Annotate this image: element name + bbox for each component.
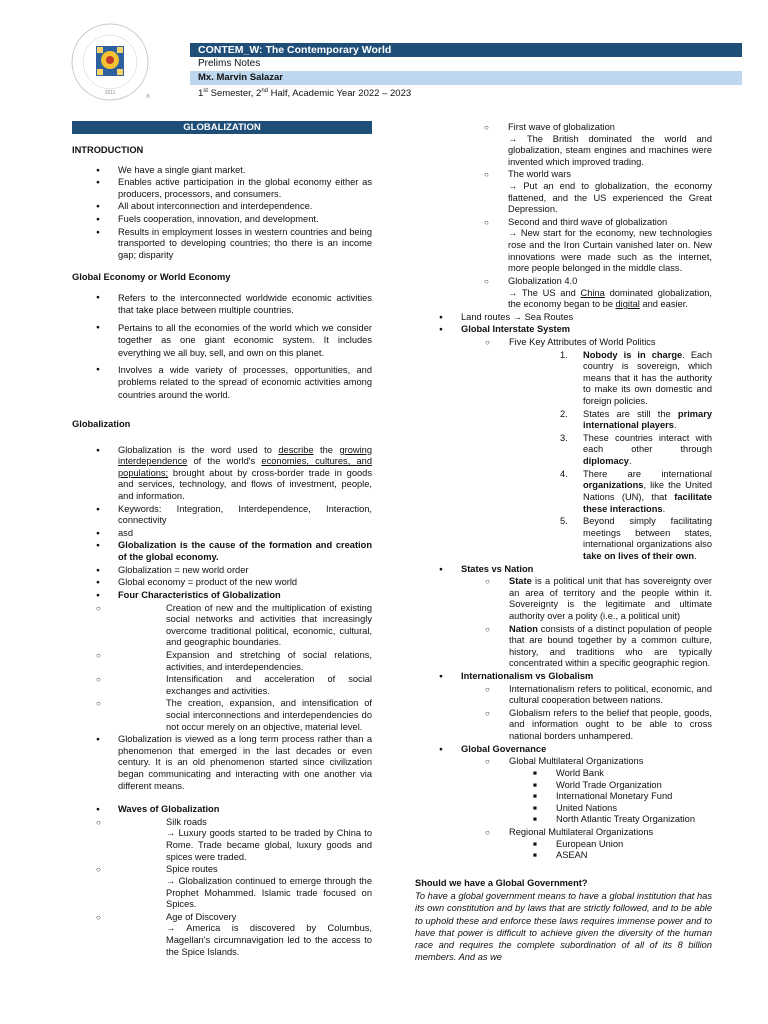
list-item: ● Global Interstate System ○ Five Key Attributes of World Politics 1. Nobody is in charge. Each country is sovereign, which means that it has the authority to make its own domestic and foreign policies. 2. States are still the primary international players. 3. These countries interact with each other through diplomacy. 4. There are international organizations, like the United Nations (UN), that facilitate these interactions. 5. Beyond simply facilitating meetings between states, international organizations also take on lives of their own. (415, 324, 712, 562)
list-item: ● Global Governance ○ Global Multilateral Organizations ■ World Bank ■ World Trade Organization ■ International Monetary Fund ■ United Nations ■ North Atlantic Treaty Organization ○ Regional Multilateral Organizations ■ European Union ■ ASEAN (415, 744, 712, 862)
list-item: ○ Intensification and acceleration of social exchanges and activities. (72, 674, 372, 697)
list-item: ● Globalization is viewed as a long term process rather than a phenomenon that emerged in the last decades or even century. It is an old phenomenon started since civilization began communicating and interacting with one another via different means. (72, 734, 372, 792)
list-item: ○ Global Multilateral Organizations ■ World Bank ■ World Trade Organization ■ International Monetary Fund ■ United Nations ■ North Atlantic Treaty Organization (461, 756, 712, 826)
interstate-sublist (461, 337, 712, 563)
author-name: Mx. Marvin Salazar (198, 72, 284, 83)
list-item: ● Keywords: Integration, Interdependence, Interaction, connectivity (72, 504, 372, 527)
list-item: ○ Five Key Attributes of World Politics 1. Nobody is in charge. Each country is sovereign, which means that it has the authority to make its own domestic and foreign policies. 2. States are still the primary international players. 3. These countries interact with each other through diplomacy. 4. There are international organizations, like the United Nations (UN), that facilitate these interactions. 5. Beyond simply facilitating meetings between states, international organizations also take on lives of their own. (461, 337, 712, 563)
list-item: ○ First wave of globalization → The British dominated the world and globalization, steam engines and machines were invented which improved trading. (460, 122, 712, 168)
list-item: ■ European Union (509, 839, 712, 851)
list-item: ■ ASEAN (509, 850, 712, 862)
svg-text:®: ® (146, 94, 150, 100)
waves-sublist (118, 817, 372, 958)
list-item: ● Involves a wide variety of processes, opportunities, and problems related to the spread of economic activities among countries around the world. (72, 364, 372, 401)
list-item: ● States vs Nation ○ State is a political unit that has sovereignty over an area of territory and the people within it. Sovereignty is the legitimate and ultimate authority over a polity (i.e., a political unit) ○ Nation consists of a distinct population of people that are bound together by a common culture, history, and traditions who are typically concentrated within a specific geographic region. (415, 564, 712, 670)
list-item: ■ North Atlantic Treaty Organization (509, 814, 712, 826)
list-item: ○ Silk roads → Luxury goods started to be traded by China to Rome. Trade became global, luxury goods and spices were traded. (72, 817, 372, 863)
global-economy-list (72, 292, 372, 401)
list-item: ● Land routes → Sea Routes (415, 312, 712, 324)
list-item: ■ United Nations (509, 803, 712, 815)
university-seal-logo (70, 22, 150, 102)
global-government-answer: To have a global government means to have a global institution that has its own constitution and by laws that are strictly followed, and to be able to uphold these and enforce these laws requires immense power and to have that power is difficult to achieve given the diversity of the human race and requires the complete subordination of all of its 8 billion members. And as we (415, 891, 712, 962)
list-item: ● Pertains to all the economies of the world which we consider together as one giant economic system. It includes everything we all buy, sell, and own on this planet. (72, 322, 372, 359)
svg-text:1611: 1611 (104, 90, 116, 96)
list-item: ○ Globalization 4.0 → The US and China dominated globalization, the economy began to be digital and easier. (460, 276, 712, 311)
list-item: ● Four Characteristics of Globalization ○ Creation of new and the multiplication of existing social networks and activities that increasingly overcome traditional political, economic, cultural, and geographic boundaries. ○ Expansion and stretching of social relations, activities, and interdependencies. ○ Intensification and acceleration of social exchanges and activities. ○ The creation, expansion, and intensification of social interconnections and interdependencies do not occur merely on an objective, material level. (72, 590, 372, 733)
right-column (415, 121, 712, 963)
list-item: ○ Regional Multilateral Organizations ■ European Union ■ ASEAN (461, 827, 712, 862)
internationalism-sublist (461, 684, 712, 743)
states-nation-sublist (461, 576, 712, 670)
global-economy-heading: Global Economy or World Economy (72, 272, 231, 283)
list-item: 4. There are international organizations, like the United Nations (UN), that facilitate these interactions. (560, 468, 712, 514)
list-item: ○ Nation consists of a distinct population of people that are bound together by a common culture, history, and traditions who are typically concentrated within a specific geographic region. (461, 624, 712, 670)
list-item: ○ Globalism refers to the belief that people, goods, and information ought to be able to cross national borders unhampered. (461, 708, 712, 743)
list-item: 2. States are still the primary international players. (560, 408, 712, 431)
list-item: ○ Second and third wave of globalization → New start for the economy, new technologies rose and the Iron Curtain vanished later on. New innovations were made such as the internet, more people belonged in the middle class. (460, 217, 712, 275)
left-column (72, 121, 372, 958)
list-item: ● Fuels cooperation, innovation, and development. (72, 214, 372, 226)
list-item: ● Global economy = product of the new world (72, 577, 372, 589)
list-item: 5. Beyond simply facilitating meetings between states, international organizations also take on lives of their own. (560, 516, 712, 561)
four-characteristics-list (118, 603, 372, 734)
list-item: ● Globalization = new world order (72, 565, 372, 577)
list-item: ■ World Bank (509, 768, 712, 780)
list-item: ● Globalization is the word used to describe the growing interdependence of the world's economies, cultures, and populations; brought about by cross-border trade in goods and services, technology, and flows of investment, people, and information. (72, 445, 372, 503)
regional-orgs-list (509, 839, 712, 862)
list-item: ○ The world wars → Put an end to globalization, the economy flattened, and the US experienced the Great Depression. (460, 169, 712, 215)
global-orgs-list (509, 768, 712, 826)
course-title: CONTEM_W: The Contemporary World (198, 44, 392, 56)
intro-heading: INTRODUCTION (72, 145, 144, 155)
right-main-list (415, 312, 712, 862)
list-item: ■ World Trade Organization (509, 780, 712, 792)
waves-continued-list (460, 122, 712, 311)
list-item: ● Waves of Globalization ○ Silk roads → Luxury goods started to be traded by China to Rome. Trade became global, luxury goods and spices were traded. ○ Spice routes → Globalization continued to emerge through the Prophet Mohammed. Islamic trade focused on Spices. ○ Age of Discovery → America is discovered by Columbus, Magellan's circumnavigation led to the access to the Spice Islands. (72, 804, 372, 958)
list-item: ● Refers to the interconnected worldwide economic activities that take place between multiple countries. (72, 292, 372, 317)
list-item: ● Enables active participation in the global economy either as producers, processors, and consumers. (72, 177, 372, 200)
list-item: ○ Age of Discovery → America is discovered by Columbus, Magellan's circumnavigation led to the access to the Spice Islands. (72, 912, 372, 958)
list-item: ● Internationalism vs Globalism ○ Internationalism refers to political, economic, and cultural cooperation between nations. ○ Globalism refers to the belief that people, goods, and information ought to be able to cross national borders unhampered. (415, 671, 712, 743)
intro-list (72, 165, 372, 262)
list-item: ■ International Monetary Fund (509, 791, 712, 803)
list-item: ○ Spice routes → Globalization continued to emerge through the Prophet Mohammed. Islamic trade focused on Spices. (72, 864, 372, 910)
globalization-heading: Globalization (72, 418, 131, 429)
globalization-list (72, 445, 372, 793)
waves-list (72, 804, 372, 958)
list-item: ● asd (72, 528, 372, 540)
list-item: ○ The creation, expansion, and intensification of social interconnections and interdependencies do not occur merely on an objective, material level. (72, 698, 372, 733)
five-attributes-list (536, 350, 712, 563)
list-item: ● We have a single giant market. (72, 165, 372, 177)
list-item: 1. Nobody is in charge. Each country is sovereign, which means that it has the authority to make its own domestic and foreign policies. (560, 349, 713, 407)
list-item: ○ Creation of new and the multiplication of existing social networks and activities that increasingly overcome traditional political, economic, cultural, and geographic boundaries. (72, 603, 372, 649)
list-item: ○ State is a political unit that has sovereignty over an area of territory and the people within it. Sovereignty is the legitimate and ultimate authority over a polity (i.e., a political unit) (461, 576, 712, 622)
semester-info: 1st Semester, 2nd Half, Academic Year 2022 – 2023 (198, 88, 412, 100)
list-item: ● All about interconnection and interdependence. (72, 201, 372, 213)
list-item: ○ Expansion and stretching of social relations, activities, and interdependencies. (72, 650, 372, 673)
notes-label: Prelims Notes (198, 58, 261, 69)
list-item: ● Results in employment losses in western countries and being transported to developing countries; tho there is an income gap; disparity (72, 227, 372, 262)
section-banner: GLOBALIZATION (72, 121, 372, 134)
list-item: ○ Internationalism refers to political, economic, and cultural cooperation between nations. (461, 684, 712, 707)
list-item: ● Globalization is the cause of the formation and creation of the global economy. (72, 540, 372, 563)
governance-sublist (461, 756, 712, 861)
global-government-question: Should we have a Global Government? (415, 877, 588, 888)
list-item: 3. These countries interact with each other through diplomacy. (560, 432, 712, 467)
